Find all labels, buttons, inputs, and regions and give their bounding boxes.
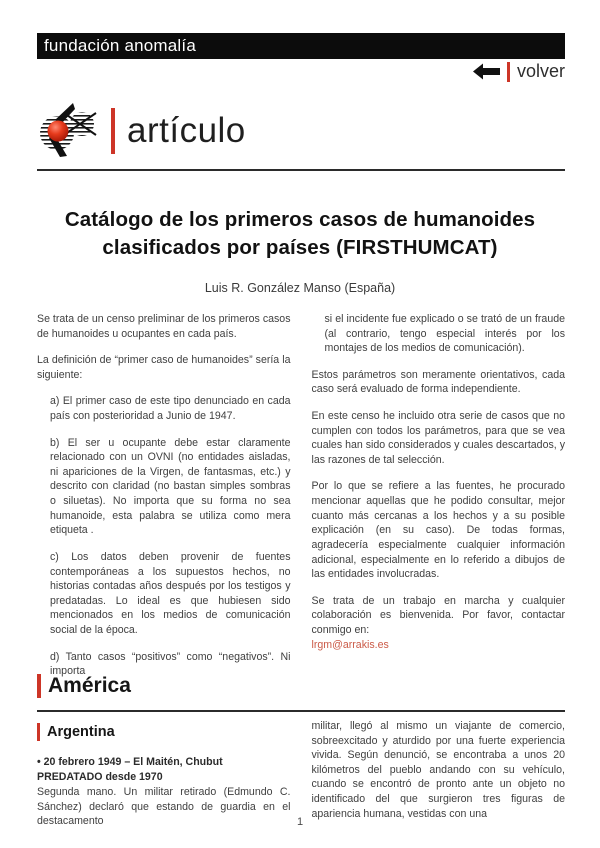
article-title-line1: Catálogo de los primeros casos de humanoides bbox=[64, 208, 536, 231]
masthead-rule bbox=[37, 169, 565, 171]
page-number: 1 bbox=[296, 816, 304, 828]
intro-left-column bbox=[37, 312, 291, 691]
back-link[interactable] bbox=[473, 61, 565, 82]
masthead-divider bbox=[111, 108, 115, 154]
subsection-title: Argentina bbox=[47, 724, 115, 740]
intro-columns bbox=[37, 312, 565, 691]
contact-paragraph bbox=[312, 594, 566, 652]
contact-email-link[interactable]: lrgm@arrakis.es bbox=[311, 638, 389, 651]
subsection-argentina bbox=[37, 722, 291, 742]
case-subheading: PREDATADO desde 1970 bbox=[37, 770, 163, 783]
subsection-accent-bar bbox=[37, 723, 40, 741]
article-title-line2: clasificados por países (FIRSTHUMCAT) bbox=[102, 235, 498, 259]
article-title bbox=[0, 206, 600, 261]
criterion-c: c) Los datos deben provenir de fuentes contemporáneas a los supuestos hechos, no historias contadas años después por los testigos y predatadas. Lo ideal es que hubiesen sido mencionados en los medios de comunicación social de la época. bbox=[50, 550, 291, 636]
intro-paragraph: Estos parámetros son meramente orientativos, cada caso será evaluado de forma independiente. bbox=[311, 368, 565, 396]
article-byline: Luis R. González Manso (España) bbox=[204, 281, 396, 295]
site-title-bar bbox=[37, 33, 565, 59]
site-name: fundación anomalía bbox=[44, 36, 196, 55]
intro-paragraph: La definición de “primer caso de humanoides” sería la siguiente: bbox=[37, 354, 291, 381]
masthead bbox=[37, 100, 246, 162]
case-body: Segunda mano. Un militar retirado (Edmundo C. Sánchez) declaró que estando de guardia en el destacamento bbox=[37, 786, 291, 828]
section-rule bbox=[37, 710, 565, 712]
back-arrow-icon bbox=[473, 63, 500, 80]
section-america bbox=[37, 673, 131, 699]
case-heading: • 20 febrero 1949 – El Maitén, Chubut bbox=[37, 756, 223, 768]
fundacion-anomalia-logo-icon bbox=[37, 102, 99, 160]
criterion-b: b) El ser u ocupante debe estar claramente relacionado con un OVNI (no entidades aisladas, ni apariciones de la Virgen, de fantasmas, etc.) y descrito con claridad (no bastan simples sombras o siluetas). No importa que su forma no sea humanoide, esta palabra se utiliza como mera etiqueta . bbox=[50, 436, 291, 537]
criterion-a: a) El primer caso de este tipo denunciado en cada país con posterioridad a Junio de 1947. bbox=[50, 395, 291, 423]
criterion-d-continuation: si el incidente fue explicado o se trató de un fraude (al contrario, tengo especial interés por los montajes de los medios de comunicación). bbox=[324, 313, 565, 355]
section-accent-bar bbox=[37, 674, 41, 698]
section-title: América bbox=[48, 674, 131, 697]
intro-paragraph: Por lo que se refiere a las fuentes, he procurado mencionar aquellas que he podido consultar, mejor cuanto más cercanas a los hechos y a su posible explicación (en su caso). De todas formas, agradecería especialmente cualquier información adicional, especialmente en lo referido a dibujos de las entidades involucradas. bbox=[311, 480, 565, 581]
case-continuation: militar, llegó al mismo un viajante de comercio, sobreexcitado y aturdido por una fuerte experiencia vivida. Según denunció, se encontraba a unos 20 kilómetros del pueblo andando con su vehículo, cuando se encontró de pronto ante un objeto no identificado del que surgieron tres figuras de apariencia humana, vestidas con una bbox=[311, 720, 565, 820]
intro-paragraph: En este censo he incluido otra serie de casos que no cumplen con todos los parámetros, para que se vea cuales han sido considerados y cuales descartados, y las razones de tal selección. bbox=[311, 410, 565, 466]
criterion-d: d) Tanto casos “positivos” como “negativos”. Ni importa bbox=[50, 650, 291, 678]
masthead-section-label: artículo bbox=[127, 111, 246, 150]
contact-text: Se trata de un trabajo en marcha y cualquier colaboración es bienvenida. Por favor, contactar conmigo en: bbox=[311, 594, 565, 636]
intro-paragraph: Se trata de un censo preliminar de los primeros casos de humanoides u ocupantes en cada país. bbox=[37, 313, 291, 340]
back-divider bbox=[507, 62, 510, 82]
intro-right-column bbox=[312, 312, 566, 691]
back-label[interactable]: volver bbox=[516, 61, 565, 81]
